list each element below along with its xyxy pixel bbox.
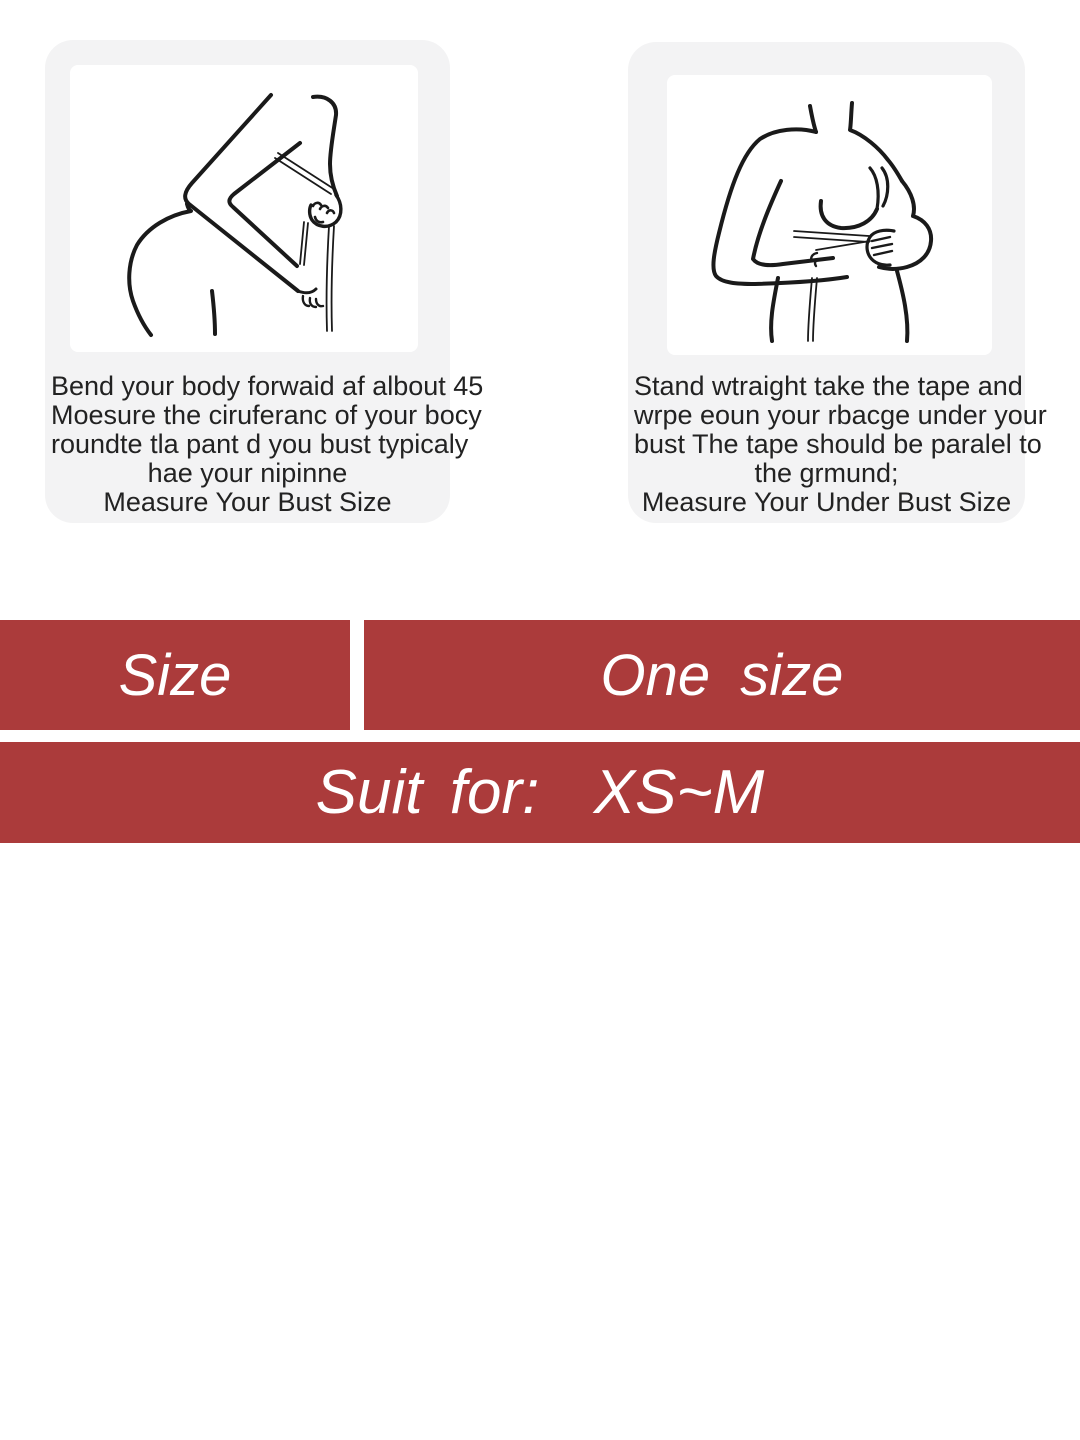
measurement-card-underbust xyxy=(628,42,1047,523)
caption-line: wrpe eoun your rbacge under your xyxy=(634,400,1047,430)
caption-line: Measure Your Under Bust Size xyxy=(641,487,1012,517)
illustration-frame xyxy=(667,75,992,355)
caption-line: the grmund; xyxy=(754,458,899,488)
measurement-card-bust xyxy=(45,40,484,523)
caption-line: roundte tla pant d you bust typicaly xyxy=(51,429,469,459)
woman-standing-measuring-under-bust-illustration xyxy=(667,75,992,355)
caption-line: Measure Your Bust Size xyxy=(103,487,392,517)
caption-line: hae your nipinne xyxy=(147,458,348,488)
caption-bust xyxy=(51,371,484,517)
caption-line: Bend your body forwaid af albout 45 xyxy=(51,371,484,401)
size-table-header-label-cell: Size xyxy=(0,620,350,730)
size-table-suit-for-row: Suit for: XS~M xyxy=(0,742,1080,843)
illustration-frame xyxy=(70,65,418,352)
caption-line: Moesure the ciruferanc of your bocy xyxy=(51,400,482,430)
size-table-header-value-cell: One size xyxy=(364,620,1080,730)
woman-bent-measuring-bust-illustration xyxy=(70,65,418,352)
caption-line: Stand wtraight take the tape and xyxy=(634,371,1023,401)
caption-line: bust The tape should be paralel to xyxy=(634,429,1042,459)
caption-underbust xyxy=(634,371,1047,517)
